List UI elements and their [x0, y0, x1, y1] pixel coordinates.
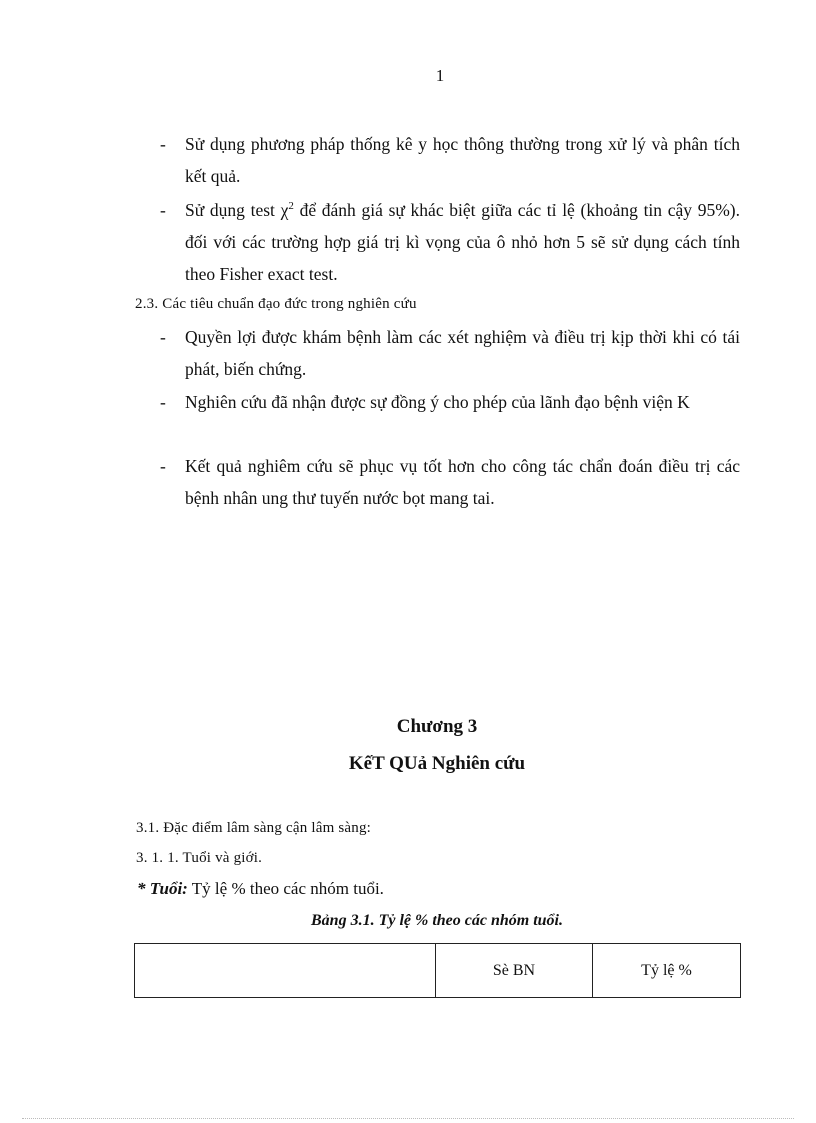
- list-item-text: Nghiên cứu đã nhận được sự đồng ý cho phép của lãnh đạo bệnh viện K: [185, 392, 690, 412]
- bullet-dash: -: [160, 327, 166, 347]
- bullet-dash: -: [160, 392, 166, 412]
- table-header-cell: Tỷ lệ %: [593, 944, 741, 998]
- list-item: [135, 128, 740, 192]
- table-header-row: [135, 944, 741, 998]
- text-pre: Sử dụng test χ: [185, 200, 289, 220]
- bullet-dash: -: [160, 134, 166, 154]
- text-post: để đánh giá sự khác biệt giữa các tỉ lệ (khoảng tin cậy 95%). đối với các trường hợp giá trị kì vọng của ô nhỏ hơn 5 sẽ sử dụng cách tính theo Fisher exact test.: [185, 200, 740, 284]
- table-caption: Bảng 3.1. Tỷ lệ % theo các nhóm tuổi.: [311, 912, 563, 929]
- bullet-dash: -: [160, 456, 166, 476]
- age-label: * Tuổi:: [137, 879, 188, 898]
- age-text: Tỷ lệ % theo các nhóm tuổi.: [187, 879, 384, 898]
- list-item: [135, 194, 740, 290]
- bullet-dash: -: [160, 200, 166, 220]
- data-table: [134, 943, 741, 998]
- list-item-text: [185, 194, 740, 290]
- list-item-text: Sử dụng phương pháp thống kê y học thông thường trong xử lý và phân tích kết quả.: [185, 134, 740, 186]
- list-item: [135, 321, 740, 385]
- list-item: [135, 386, 740, 418]
- list-item-text: Quyền lợi được khám bệnh làm các xét nghiệm và điều trị kịp thời khi có tái phát, biến chứng.: [185, 327, 740, 379]
- list-item: [135, 450, 740, 514]
- paragraph: [137, 879, 384, 899]
- page-number: 1: [435, 66, 445, 85]
- subsection-heading: 3. 1. 1. Tuổi và giới.: [136, 850, 263, 866]
- table-header-cell: Sè BN: [436, 944, 593, 998]
- chapter-number: Chương 3: [396, 716, 478, 737]
- section-heading: 2.3. Các tiêu chuẩn đạo đức trong nghiên cứu: [135, 296, 417, 312]
- section-heading: 3.1. Đặc điểm lâm sàng cận lâm sàng:: [136, 820, 372, 836]
- table-header-cell: [135, 944, 436, 998]
- superscript: 2: [288, 200, 294, 213]
- chapter-title: KếT QUả Nghiên cứu: [348, 753, 526, 774]
- list-item-text: Kết quả nghiêm cứu sẽ phục vụ tốt hơn cho công tác chẩn đoán điều trị các bệnh nhân ung thư tuyến nước bọt mang tai.: [185, 456, 740, 508]
- page-bottom-divider: [22, 1118, 794, 1119]
